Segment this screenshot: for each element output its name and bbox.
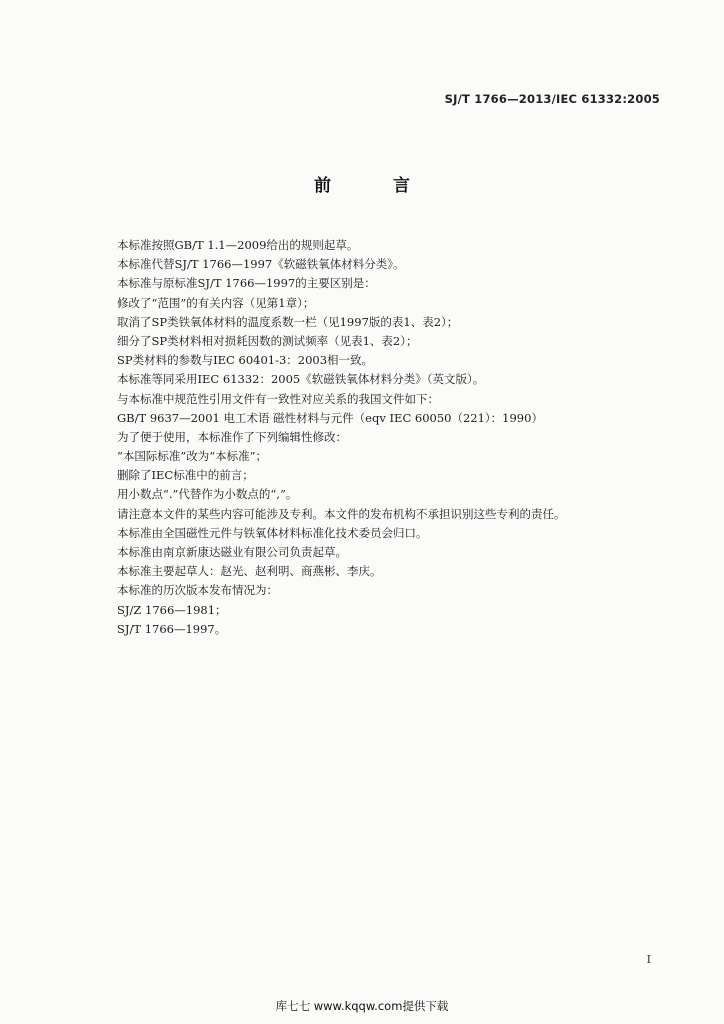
foreword-line: 请注意本文件的某些内容可能涉及专利。本文件的发布机构不承担识别这些专利的责任。: [117, 506, 566, 521]
foreword-line: SJ/Z 1766—1981；: [117, 602, 227, 617]
foreword-line: 本标准代替SJ/T 1766—1997《软磁铁氧体材料分类》。: [117, 257, 405, 272]
foreword-body: [117, 236, 677, 639]
download-footer: 库七七 www.kqqw.com提供下载: [275, 999, 449, 1013]
foreword-line: 取消了SP类铁氧体材料的温度系数一栏（见1997版的表1、表2）；: [117, 314, 459, 329]
foreword-line: 本标准主要起草人：赵光、赵利明、商燕彬、李庆。: [117, 564, 382, 579]
foreword-line: SJ/T 1766—1997。: [117, 621, 227, 636]
foreword-line: 与本标准中规范性引用文件有一致性对应关系的我国文件如下：: [117, 391, 439, 406]
foreword-line: 本标准等同采用IEC 61332：2005《软磁铁氧体材料分类》（英文版）。: [117, 372, 485, 387]
foreword-line: “本国际标准”改为“本标准”；: [117, 449, 268, 464]
foreword-line: 本标准由南京新康达磁业有限公司负责起草。: [117, 545, 347, 559]
foreword-line: 用小数点“.”代替作为小数点的“,”。: [117, 487, 298, 502]
foreword-line: 细分了SP类材料相对损耗因数的测试频率（见表1、表2）；: [117, 333, 418, 348]
page-title: 前 言: [314, 176, 438, 196]
foreword-line: 本标准与原标准SJ/T 1766—1997的主要区别是：: [117, 276, 376, 291]
foreword-line: GB/T 9637—2001 电工术语 磁性材料与元件（eqv IEC 60050（221）：1990）: [117, 410, 543, 425]
foreword-line: 删除了IEC标准中的前言；: [117, 468, 254, 483]
foreword-line: 修改了“范围”的有关内容（见第1章）；: [117, 295, 315, 310]
foreword-line: 为了便于使用，本标准作了下列编辑性修改：: [117, 429, 347, 444]
foreword-line: 本标准由全国磁性元件与铁氧体材料标准化技术委员会归口。: [117, 525, 428, 540]
foreword-line: 本标准的历次版本发布情况为：: [117, 583, 278, 598]
standard-code: SJ/T 1766—2013/IEC 61332:2005: [444, 92, 660, 106]
page-number: I: [646, 953, 651, 966]
foreword-line: 本标准按照GB/T 1.1—2009给出的规则起草。: [117, 238, 359, 252]
foreword-line: SP类材料的参数与IEC 60401-3：2003相一致。: [117, 353, 374, 368]
